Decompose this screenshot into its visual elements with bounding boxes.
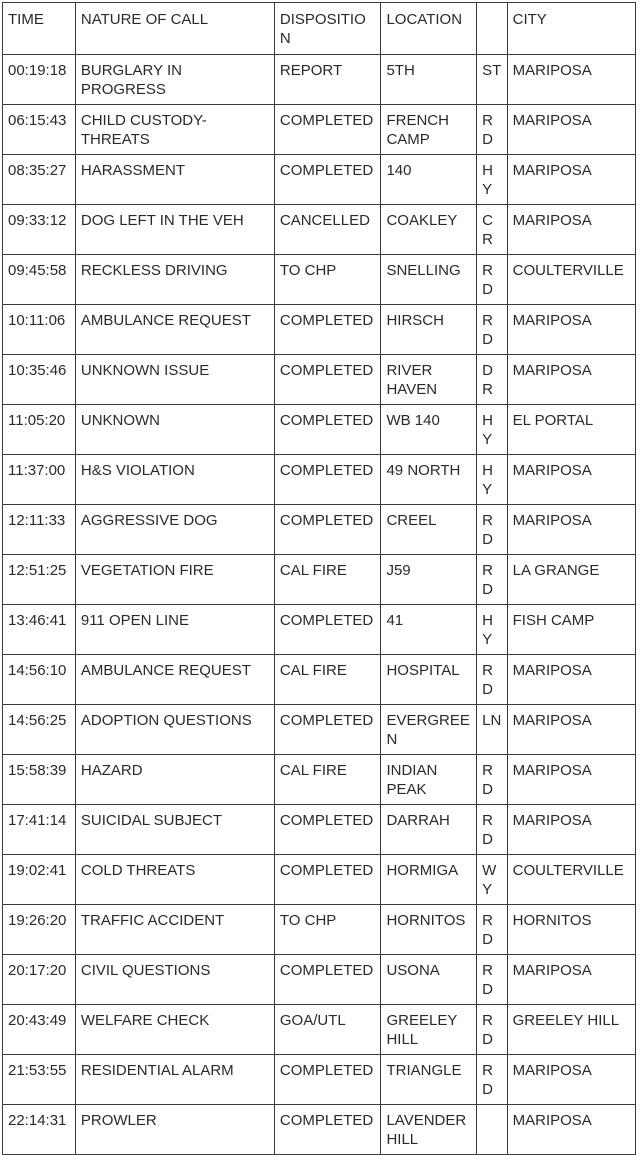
disposition-cell: COMPLETED: [274, 955, 381, 1005]
street-suffix-cell: RD: [477, 505, 507, 555]
disposition-cell: COMPLETED: [274, 1055, 381, 1105]
nature-of-call-cell: HARASSMENT: [75, 155, 274, 205]
nature-of-call-cell: COLD THREATS: [75, 855, 274, 905]
time-cell: 21:53:55: [3, 1055, 76, 1105]
nature-of-call-cell: VEGETATION FIRE: [75, 555, 274, 605]
table-row: [3, 155, 636, 205]
location-cell: HOSPITAL: [381, 655, 477, 705]
city-cell: MARIPOSA: [507, 355, 635, 405]
table-row: [3, 755, 636, 805]
time-cell: 19:26:20: [3, 905, 76, 955]
nature-of-call-cell: AMBULANCE REQUEST: [75, 305, 274, 355]
city-cell: FISH CAMP: [507, 605, 635, 655]
street-suffix-cell: RD: [477, 955, 507, 1005]
street-suffix-cell: RD: [477, 755, 507, 805]
disposition-cell: REPORT: [274, 55, 381, 105]
table-row: [3, 305, 636, 355]
location-cell: EVERGREEN: [381, 705, 477, 755]
street-suffix-cell: [477, 1105, 507, 1155]
street-suffix-cell: WY: [477, 855, 507, 905]
table-row: [3, 455, 636, 505]
disposition-cell: GOA/UTL: [274, 1005, 381, 1055]
time-cell: 12:11:33: [3, 505, 76, 555]
nature-of-call-cell: CIVIL QUESTIONS: [75, 955, 274, 1005]
time-cell: 15:58:39: [3, 755, 76, 805]
street-suffix-cell: RD: [477, 105, 507, 155]
street-suffix-cell: HY: [477, 405, 507, 455]
call-log-table: [2, 2, 636, 1155]
city-cell: MARIPOSA: [507, 955, 635, 1005]
disposition-cell: COMPLETED: [274, 1105, 381, 1155]
nature-of-call-cell: RECKLESS DRIVING: [75, 255, 274, 305]
time-cell: 17:41:14: [3, 805, 76, 855]
table-row: [3, 955, 636, 1005]
table-row: [3, 255, 636, 305]
time-cell: 06:15:43: [3, 105, 76, 155]
time-cell: 09:45:58: [3, 255, 76, 305]
location-cell: J59: [381, 555, 477, 605]
time-cell: 14:56:25: [3, 705, 76, 755]
disposition-cell: COMPLETED: [274, 805, 381, 855]
location-cell: 140: [381, 155, 477, 205]
street-suffix-cell: RD: [477, 1055, 507, 1105]
location-cell: INDIAN PEAK: [381, 755, 477, 805]
city-cell: MARIPOSA: [507, 755, 635, 805]
nature-of-call-cell: BURGLARY IN PROGRESS: [75, 55, 274, 105]
time-cell: 12:51:25: [3, 555, 76, 605]
location-cell: WB 140: [381, 405, 477, 455]
table-row: [3, 605, 636, 655]
time-cell: 14:56:10: [3, 655, 76, 705]
nature-of-call-cell: DOG LEFT IN THE VEH: [75, 205, 274, 255]
table-row: [3, 1005, 636, 1055]
city-cell: GREELEY HILL: [507, 1005, 635, 1055]
city-cell: EL PORTAL: [507, 405, 635, 455]
street-suffix-cell: RD: [477, 1005, 507, 1055]
time-cell: 13:46:41: [3, 605, 76, 655]
street-suffix-cell: HY: [477, 155, 507, 205]
street-suffix-cell: DR: [477, 355, 507, 405]
header-location: LOCATION: [381, 3, 477, 55]
location-cell: 5TH: [381, 55, 477, 105]
city-cell: COULTERVILLE: [507, 855, 635, 905]
nature-of-call-cell: TRAFFIC ACCIDENT: [75, 905, 274, 955]
nature-of-call-cell: H&S VIOLATION: [75, 455, 274, 505]
city-cell: MARIPOSA: [507, 105, 635, 155]
street-suffix-cell: RD: [477, 805, 507, 855]
location-cell: USONA: [381, 955, 477, 1005]
disposition-cell: COMPLETED: [274, 105, 381, 155]
location-cell: HORMIGA: [381, 855, 477, 905]
street-suffix-cell: RD: [477, 305, 507, 355]
disposition-cell: COMPLETED: [274, 405, 381, 455]
table-row: [3, 905, 636, 955]
time-cell: 10:11:06: [3, 305, 76, 355]
nature-of-call-cell: SUICIDAL SUBJECT: [75, 805, 274, 855]
nature-of-call-cell: ADOPTION QUESTIONS: [75, 705, 274, 755]
nature-of-call-cell: UNKNOWN: [75, 405, 274, 455]
nature-of-call-cell: AMBULANCE REQUEST: [75, 655, 274, 705]
street-suffix-cell: HY: [477, 455, 507, 505]
location-cell: COAKLEY: [381, 205, 477, 255]
table-row: [3, 705, 636, 755]
city-cell: MARIPOSA: [507, 705, 635, 755]
table-row: [3, 205, 636, 255]
location-cell: FRENCH CAMP: [381, 105, 477, 155]
table-row: [3, 805, 636, 855]
disposition-cell: CANCELLED: [274, 205, 381, 255]
city-cell: MARIPOSA: [507, 155, 635, 205]
time-cell: 20:17:20: [3, 955, 76, 1005]
city-cell: MARIPOSA: [507, 55, 635, 105]
table-row: [3, 655, 636, 705]
city-cell: MARIPOSA: [507, 1055, 635, 1105]
location-cell: LAVENDER HILL: [381, 1105, 477, 1155]
nature-of-call-cell: AGGRESSIVE DOG: [75, 505, 274, 555]
table-row: [3, 55, 636, 105]
header-row: [3, 3, 636, 55]
street-suffix-cell: RD: [477, 655, 507, 705]
disposition-cell: COMPLETED: [274, 355, 381, 405]
city-cell: COULTERVILLE: [507, 255, 635, 305]
header-time: TIME: [3, 3, 76, 55]
street-suffix-cell: CR: [477, 205, 507, 255]
location-cell: HORNITOS: [381, 905, 477, 955]
disposition-cell: COMPLETED: [274, 505, 381, 555]
street-suffix-cell: HY: [477, 605, 507, 655]
time-cell: 22:14:31: [3, 1105, 76, 1155]
table-row: [3, 105, 636, 155]
disposition-cell: CAL FIRE: [274, 555, 381, 605]
disposition-cell: COMPLETED: [274, 155, 381, 205]
street-suffix-cell: LN: [477, 705, 507, 755]
nature-of-call-cell: PROWLER: [75, 1105, 274, 1155]
header-disposition: DISPOSITION: [274, 3, 381, 55]
time-cell: 19:02:41: [3, 855, 76, 905]
location-cell: SNELLING: [381, 255, 477, 305]
city-cell: LA GRANGE: [507, 555, 635, 605]
location-cell: RIVER HAVEN: [381, 355, 477, 405]
location-cell: GREELEY HILL: [381, 1005, 477, 1055]
call-log-body: [3, 55, 636, 1155]
disposition-cell: CAL FIRE: [274, 655, 381, 705]
time-cell: 11:05:20: [3, 405, 76, 455]
header-street-suffix: [477, 3, 507, 55]
location-cell: TRIANGLE: [381, 1055, 477, 1105]
disposition-cell: TO CHP: [274, 255, 381, 305]
location-cell: 41: [381, 605, 477, 655]
table-row: [3, 405, 636, 455]
table-row: [3, 855, 636, 905]
table-row: [3, 1105, 636, 1155]
location-cell: CREEL: [381, 505, 477, 555]
time-cell: 00:19:18: [3, 55, 76, 105]
street-suffix-cell: RD: [477, 255, 507, 305]
header-city: CITY: [507, 3, 635, 55]
nature-of-call-cell: UNKNOWN ISSUE: [75, 355, 274, 405]
time-cell: 10:35:46: [3, 355, 76, 405]
street-suffix-cell: RD: [477, 905, 507, 955]
table-row: [3, 505, 636, 555]
nature-of-call-cell: CHILD CUSTODY-THREATS: [75, 105, 274, 155]
disposition-cell: COMPLETED: [274, 455, 381, 505]
table-row: [3, 1055, 636, 1105]
street-suffix-cell: ST: [477, 55, 507, 105]
disposition-cell: COMPLETED: [274, 705, 381, 755]
location-cell: DARRAH: [381, 805, 477, 855]
city-cell: MARIPOSA: [507, 655, 635, 705]
nature-of-call-cell: RESIDENTIAL ALARM: [75, 1055, 274, 1105]
time-cell: 11:37:00: [3, 455, 76, 505]
table-row: [3, 355, 636, 405]
disposition-cell: COMPLETED: [274, 855, 381, 905]
street-suffix-cell: RD: [477, 555, 507, 605]
disposition-cell: TO CHP: [274, 905, 381, 955]
city-cell: MARIPOSA: [507, 805, 635, 855]
nature-of-call-cell: HAZARD: [75, 755, 274, 805]
city-cell: MARIPOSA: [507, 305, 635, 355]
time-cell: 09:33:12: [3, 205, 76, 255]
city-cell: MARIPOSA: [507, 205, 635, 255]
location-cell: 49 NORTH: [381, 455, 477, 505]
disposition-cell: CAL FIRE: [274, 755, 381, 805]
time-cell: 20:43:49: [3, 1005, 76, 1055]
location-cell: HIRSCH: [381, 305, 477, 355]
city-cell: MARIPOSA: [507, 1105, 635, 1155]
city-cell: HORNITOS: [507, 905, 635, 955]
table-row: [3, 555, 636, 605]
disposition-cell: COMPLETED: [274, 605, 381, 655]
time-cell: 08:35:27: [3, 155, 76, 205]
city-cell: MARIPOSA: [507, 455, 635, 505]
city-cell: MARIPOSA: [507, 505, 635, 555]
header-nature-of-call: NATURE OF CALL: [75, 3, 274, 55]
nature-of-call-cell: WELFARE CHECK: [75, 1005, 274, 1055]
disposition-cell: COMPLETED: [274, 305, 381, 355]
nature-of-call-cell: 911 OPEN LINE: [75, 605, 274, 655]
